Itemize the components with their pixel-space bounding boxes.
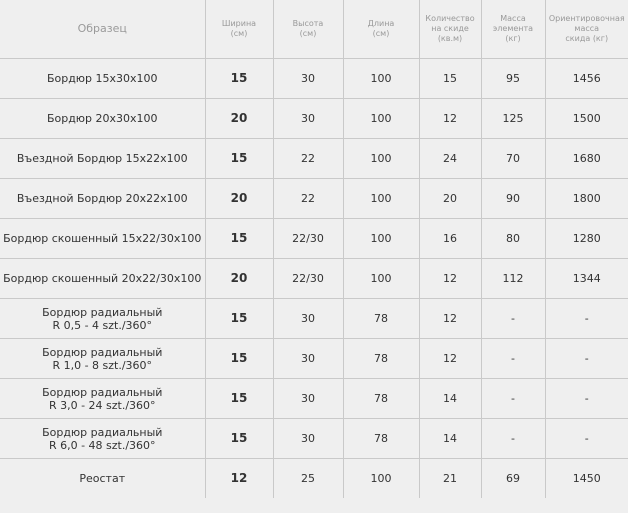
table-row bbox=[0, 379, 628, 419]
product-name-cell bbox=[0, 419, 205, 459]
mass-cell: 95 bbox=[481, 59, 545, 99]
header-line: Ориентировочная bbox=[548, 14, 625, 23]
product-name-line: R 6,0 - 48 szt./360° bbox=[48, 438, 156, 452]
length-cell: 100 bbox=[343, 459, 419, 499]
qty-cell: 16 bbox=[419, 219, 481, 259]
header-line: (кв.м) bbox=[437, 34, 463, 43]
height-cell: 30 bbox=[273, 99, 343, 139]
length-cell: 78 bbox=[343, 419, 419, 459]
width-cell: 15 bbox=[205, 299, 273, 339]
product-name-line: Бордюр радиальный bbox=[42, 345, 163, 359]
length-cell: 78 bbox=[343, 339, 419, 379]
length-cell: 100 bbox=[343, 179, 419, 219]
mass-cell: 125 bbox=[481, 99, 545, 139]
qty-cell: 21 bbox=[419, 459, 481, 499]
height-cell: 30 bbox=[273, 419, 343, 459]
mass-cell: - bbox=[481, 339, 545, 379]
table-row bbox=[0, 219, 628, 259]
product-name-cell bbox=[0, 59, 205, 99]
table-row bbox=[0, 299, 628, 339]
table-row bbox=[0, 459, 628, 499]
table-body bbox=[0, 59, 628, 499]
header-line: (см) bbox=[299, 29, 317, 38]
pallet-mass-cell: 1450 bbox=[545, 459, 628, 499]
pallet-mass-cell: 1456 bbox=[545, 59, 628, 99]
product-name-line: Бордюр радиальный bbox=[42, 305, 163, 319]
length-cell: 100 bbox=[343, 59, 419, 99]
pallet-mass-header bbox=[545, 0, 628, 59]
width-cell: 20 bbox=[205, 99, 273, 139]
header-line: Количество bbox=[425, 14, 475, 23]
mass-cell: 112 bbox=[481, 259, 545, 299]
height-cell: 22 bbox=[273, 139, 343, 179]
header-line: элемента bbox=[492, 24, 534, 33]
product-name-line: Бордюр 15х30х100 bbox=[46, 72, 158, 85]
header-line: (см) bbox=[372, 29, 390, 38]
qty-header bbox=[419, 0, 481, 59]
height-cell: 22/30 bbox=[273, 259, 343, 299]
mass-header bbox=[481, 0, 545, 59]
header-line: Масса bbox=[500, 14, 526, 23]
product-name-line: Въездной Бордюр 20х22х100 bbox=[16, 192, 188, 205]
width-cell: 15 bbox=[205, 219, 273, 259]
mass-cell: 90 bbox=[481, 179, 545, 219]
pallet-mass-cell: 1800 bbox=[545, 179, 628, 219]
height-cell: 22/30 bbox=[273, 219, 343, 259]
width-cell: 20 bbox=[205, 179, 273, 219]
product-name-line: Бордюр 20х30х100 bbox=[46, 112, 158, 125]
table-row bbox=[0, 259, 628, 299]
pallet-mass-cell: 1680 bbox=[545, 139, 628, 179]
product-name-line: R 3,0 - 24 szt./360° bbox=[48, 398, 156, 412]
table-row bbox=[0, 179, 628, 219]
table-row bbox=[0, 139, 628, 179]
width-cell: 12 bbox=[205, 459, 273, 499]
height-cell: 30 bbox=[273, 379, 343, 419]
table-row bbox=[0, 99, 628, 139]
sample-header bbox=[0, 0, 205, 59]
length-cell: 78 bbox=[343, 299, 419, 339]
table-row bbox=[0, 59, 628, 99]
header-line: масса bbox=[574, 24, 600, 33]
qty-cell: 12 bbox=[419, 99, 481, 139]
height-cell: 22 bbox=[273, 179, 343, 219]
height-cell: 30 bbox=[273, 299, 343, 339]
width-cell: 20 bbox=[205, 259, 273, 299]
product-name-line: R 1,0 - 8 szt./360° bbox=[52, 358, 153, 372]
table-row bbox=[0, 339, 628, 379]
pallet-mass-cell: - bbox=[545, 379, 628, 419]
qty-cell: 24 bbox=[419, 139, 481, 179]
product-name-line: Реостат bbox=[79, 472, 126, 485]
header-line: (см) bbox=[230, 29, 248, 38]
height-cell: 30 bbox=[273, 339, 343, 379]
product-name-line: Бордюр радиальный bbox=[42, 385, 163, 399]
width-header bbox=[205, 0, 273, 59]
product-name-line: Бордюр скошенный 20х22/30х100 bbox=[3, 272, 202, 285]
qty-cell: 12 bbox=[419, 339, 481, 379]
qty-cell: 14 bbox=[419, 379, 481, 419]
product-name-cell bbox=[0, 459, 205, 499]
product-name-line: R 0,5 - 4 szt./360° bbox=[52, 318, 153, 332]
product-name-line: Въездной Бордюр 15х22х100 bbox=[16, 152, 188, 165]
qty-cell: 12 bbox=[419, 259, 481, 299]
pallet-mass-cell: 1280 bbox=[545, 219, 628, 259]
qty-cell: 14 bbox=[419, 419, 481, 459]
product-name-cell bbox=[0, 299, 205, 339]
length-cell: 100 bbox=[343, 219, 419, 259]
mass-cell: - bbox=[481, 299, 545, 339]
width-cell: 15 bbox=[205, 139, 273, 179]
product-name-cell bbox=[0, 259, 205, 299]
mass-cell: 69 bbox=[481, 459, 545, 499]
header-line: Ширина bbox=[221, 19, 257, 28]
width-cell: 15 bbox=[205, 419, 273, 459]
pallet-mass-cell: - bbox=[545, 419, 628, 459]
product-name-cell bbox=[0, 339, 205, 379]
height-cell: 30 bbox=[273, 59, 343, 99]
product-name-line: Бордюр радиальный bbox=[42, 425, 163, 439]
width-cell: 15 bbox=[205, 339, 273, 379]
product-name-cell bbox=[0, 139, 205, 179]
product-name-cell bbox=[0, 179, 205, 219]
height-header bbox=[273, 0, 343, 59]
qty-cell: 15 bbox=[419, 59, 481, 99]
product-name-cell bbox=[0, 99, 205, 139]
product-name-line: Бордюр скошенный 15х22/30х100 bbox=[3, 232, 202, 245]
height-cell: 25 bbox=[273, 459, 343, 499]
header-line: Длина bbox=[367, 19, 395, 28]
header-row bbox=[0, 0, 628, 59]
width-cell: 15 bbox=[205, 379, 273, 419]
width-cell: 15 bbox=[205, 59, 273, 99]
header-line: Высота bbox=[292, 19, 324, 28]
length-cell: 100 bbox=[343, 139, 419, 179]
header-line: (кг) bbox=[505, 34, 521, 43]
length-cell: 100 bbox=[343, 259, 419, 299]
length-cell: 78 bbox=[343, 379, 419, 419]
qty-cell: 12 bbox=[419, 299, 481, 339]
header-line: Образец bbox=[77, 22, 127, 35]
pallet-mass-cell: - bbox=[545, 339, 628, 379]
mass-cell: 70 bbox=[481, 139, 545, 179]
qty-cell: 20 bbox=[419, 179, 481, 219]
mass-cell: - bbox=[481, 379, 545, 419]
product-name-cell bbox=[0, 219, 205, 259]
product-name-cell bbox=[0, 379, 205, 419]
header-line: скида (кг) bbox=[565, 34, 609, 43]
table-row bbox=[0, 419, 628, 459]
pallet-mass-cell: 1500 bbox=[545, 99, 628, 139]
length-header bbox=[343, 0, 419, 59]
length-cell: 100 bbox=[343, 99, 419, 139]
header-line: на скиде bbox=[431, 24, 469, 33]
mass-cell: 80 bbox=[481, 219, 545, 259]
pallet-mass-cell: 1344 bbox=[545, 259, 628, 299]
pallet-mass-cell: - bbox=[545, 299, 628, 339]
mass-cell: - bbox=[481, 419, 545, 459]
